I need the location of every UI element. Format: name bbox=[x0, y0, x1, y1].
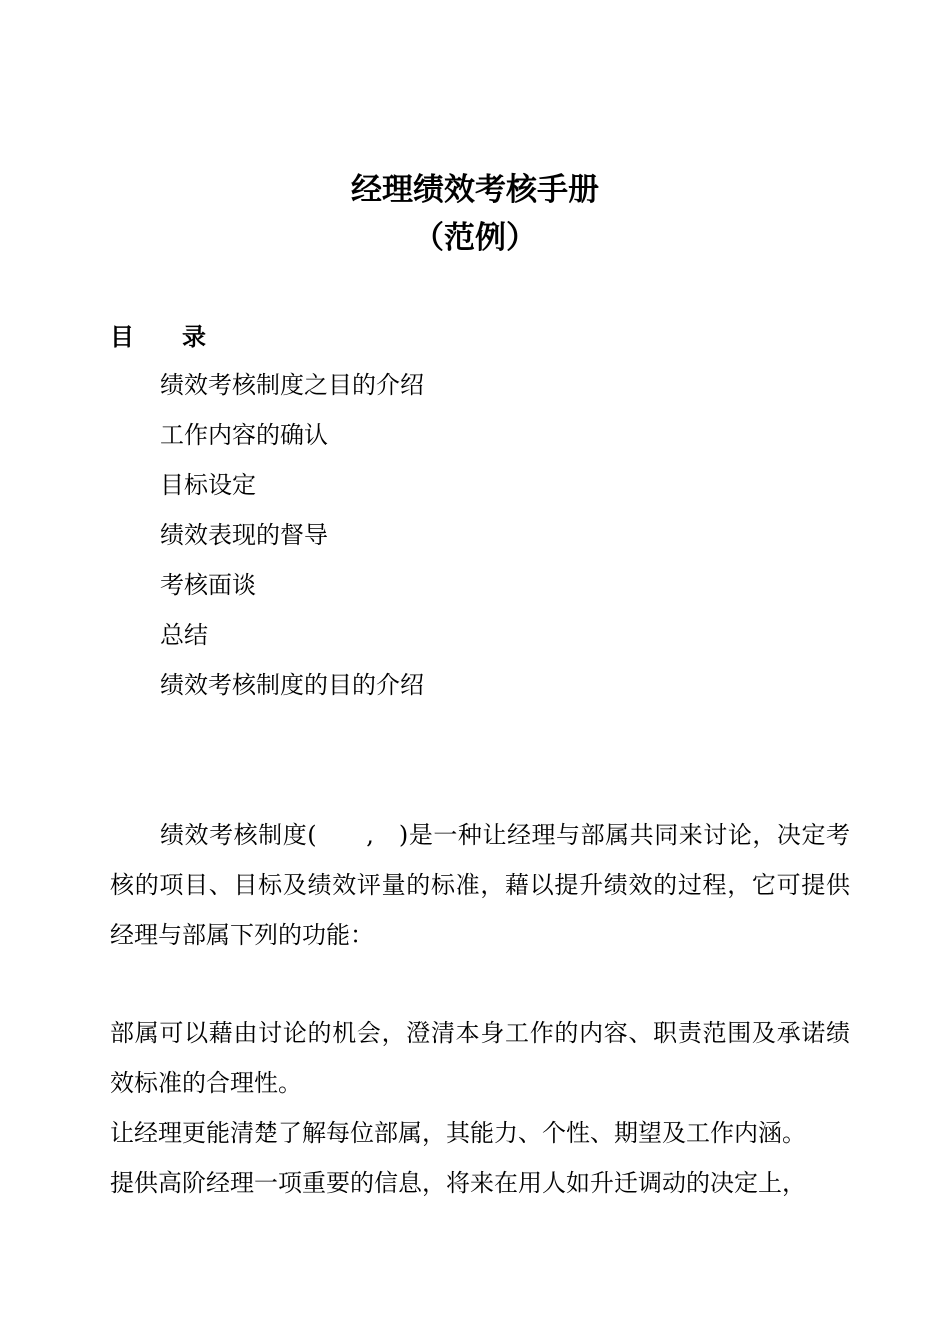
toc-item: 绩效考核制度之目的介绍 bbox=[160, 371, 424, 399]
toc-item: 绩效表现的督导 bbox=[160, 521, 328, 549]
function-point: 部属可以藉由讨论的机会，澄清本身工作的内容、职责范围及承诺绩效标准的合理性。 bbox=[110, 1019, 850, 1097]
toc-heading bbox=[110, 320, 206, 354]
toc-item: 总结 bbox=[160, 621, 208, 649]
document-subtitle: （范例） bbox=[413, 220, 537, 256]
toc-heading-right: 录 bbox=[182, 323, 206, 351]
document-title: 经理绩效考核手册 bbox=[351, 172, 599, 208]
function-point: 提供高阶经理一项重要的信息，将来在用人如升迁调动的决定上， bbox=[110, 1169, 806, 1197]
toc-heading-left: 目 bbox=[110, 323, 134, 351]
toc-item: 考核面谈 bbox=[160, 571, 256, 599]
function-point: 让经理更能清楚了解每位部属，其能力、个性、期望及工作内涵。 bbox=[110, 1119, 806, 1147]
toc-item: 目标设定 bbox=[160, 471, 256, 499]
toc-item: 绩效考核制度的目的介绍 bbox=[160, 671, 424, 699]
intro-paragraph: 绩效考核制度( , )是一种让经理与部属共同来讨论，决定考核的项目、目标及绩效评量的标准，藉以提升绩效的过程，它可提供经理与部属下列的功能： bbox=[110, 821, 850, 949]
toc-item: 工作内容的确认 bbox=[160, 421, 328, 449]
toc-list bbox=[160, 368, 424, 718]
